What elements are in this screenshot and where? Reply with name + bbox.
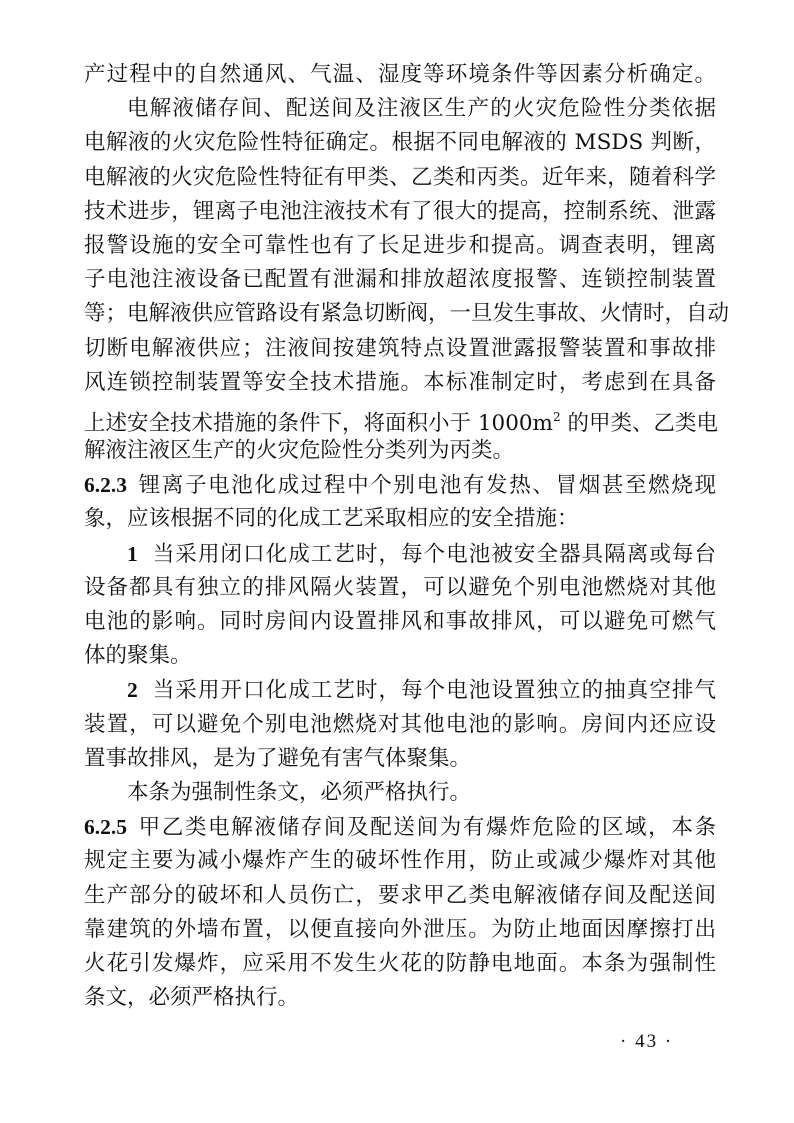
text-line: 风连锁控制装置等安全技术措施。本标准制定时，考虑到在具备 bbox=[84, 369, 716, 395]
text-line: 电池的影响。同时房间内设置排风和事故排风，可以避免可燃气 bbox=[84, 609, 716, 634]
text-line: 设备都具有独立的排风隔火装置，可以避免个别电池燃烧对其他 bbox=[84, 574, 716, 600]
area-unit-superscript: 2 bbox=[552, 409, 561, 424]
list-item-2 bbox=[84, 673, 716, 707]
text-segment: 当采用开口化成工艺时，每个电池设置独立的抽真空排气 bbox=[151, 678, 716, 704]
text-line: 子电池注液设备已配置有泄漏和排放超浓度报警、连锁控制装置 bbox=[84, 267, 716, 293]
text-line bbox=[84, 400, 716, 434]
text-segment: 的甲类、乙类电 bbox=[567, 410, 718, 436]
text-line: 象，应该根据不同的化成工艺采取相应的安全措施： bbox=[84, 506, 579, 532]
clause-6-2-5 bbox=[84, 810, 716, 844]
text-line: 技术进步，锂离子电池注液技术有了很大的提高，控制系统、泄露 bbox=[84, 198, 716, 224]
clause-number: 6.2.3 bbox=[84, 473, 127, 498]
list-item-1 bbox=[84, 537, 716, 571]
page-number: · 43 · bbox=[620, 1031, 674, 1052]
text-line: 火花引发爆炸，应采用不发生火花的防静电地面。本条为强制性 bbox=[84, 950, 716, 976]
text-segment: 锂离子电池化成过程中个别电池有发热、冒烟甚至燃烧现 bbox=[137, 473, 716, 499]
text-line: 切断电解液供应；注液间按建筑特点设置泄露报警装置和事故排 bbox=[84, 335, 716, 361]
mandatory-clause-note: 本条为强制性条文，必须严格执行。 bbox=[127, 779, 472, 805]
item-number: 1 bbox=[127, 541, 138, 566]
text-line: 靠建筑的外墙布置，以便直接向外泄压。为防止地面因摩擦打出 bbox=[84, 916, 716, 942]
text-line: 体的聚集。 bbox=[84, 643, 192, 669]
clause-6-2-3 bbox=[84, 468, 716, 502]
text-segment: 当采用闭口化成工艺时，每个电池被安全器具隔离或每台 bbox=[151, 541, 716, 567]
text-line: 生产部分的破坏和人员伤亡，要求甲乙类电解液储存间及配送间 bbox=[84, 882, 716, 908]
document-body bbox=[84, 58, 730, 1015]
text-segment: 甲乙类电解液储存间及配送间为有爆炸危险的区域，本条 bbox=[137, 815, 716, 841]
text-segment: 上述安全技术措施的条件下，将面积小于 1000m bbox=[84, 410, 553, 436]
text-line: 等；电解液供应管路设有紧急切断阀，一旦发生事故、火情时，自动 bbox=[84, 301, 730, 327]
text-line: 装置，可以避免个别电池燃烧对其他电池的影响。房间内还应设 bbox=[84, 711, 716, 737]
text-line: 规定主要为减小爆炸产生的破坏性作用，防止或减少爆炸对其他 bbox=[84, 848, 716, 874]
item-number: 2 bbox=[127, 678, 138, 703]
text-line: 电解液储存间、配送间及注液区生产的火灾危险性分类依据 bbox=[127, 96, 716, 122]
text-line: 电解液的火灾危险性特征有甲类、乙类和丙类。近年来，随着科学 bbox=[84, 164, 716, 190]
text-line: 置事故排风，是为了避免有害气体聚集。 bbox=[84, 745, 472, 771]
clause-number: 6.2.5 bbox=[84, 815, 127, 840]
text-line: 产过程中的自然通风、气温、湿度等环境条件等因素分析确定。 bbox=[84, 62, 716, 87]
text-line: 报警设施的安全可靠性也有了长足进步和提高。调查表明，锂离 bbox=[84, 232, 716, 258]
text-line: 电解液的火灾危险性特征确定。根据不同电解液的 MSDS 判断， bbox=[84, 130, 716, 156]
text-line: 解液注液区生产的火灾危险性分类列为丙类。 bbox=[84, 438, 515, 464]
text-line: 条文，必须严格执行。 bbox=[84, 985, 300, 1011]
